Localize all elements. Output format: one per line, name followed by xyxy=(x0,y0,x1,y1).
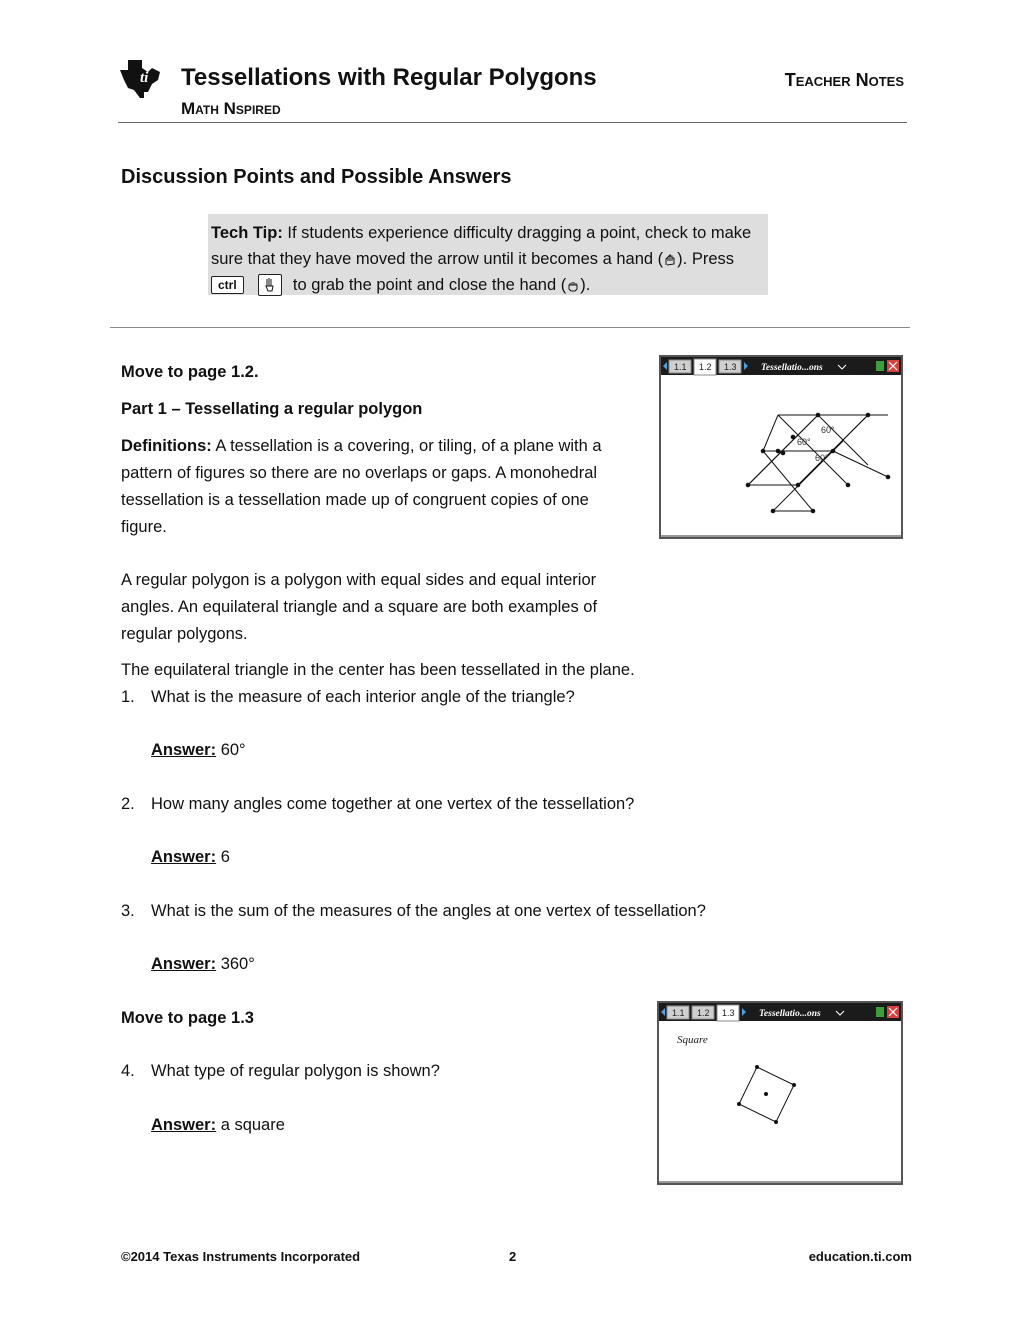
tech-tip-text-4: ). xyxy=(580,276,591,294)
answer-label: Answer: xyxy=(151,848,217,866)
question-number: 3. xyxy=(121,902,135,920)
tessellation-point xyxy=(831,449,835,453)
tessellation-point xyxy=(791,435,795,439)
calculator-screenshot-page-1-3 xyxy=(657,1001,903,1185)
touchpad-click-key xyxy=(258,274,282,296)
definitions-label: Definitions: xyxy=(121,437,212,455)
definitions-text: A tessellation is a covering, or tiling, of a plane with a pattern of figures so there are no overlaps or gaps. A monohedral tessellation is a tessellation made up of congruent copies of one figure. xyxy=(121,437,602,536)
section-divider xyxy=(110,327,910,328)
angle-label: 60° xyxy=(821,425,835,435)
battery-icon xyxy=(876,361,884,371)
tech-tip-text-3: to grab the point and close the hand ( xyxy=(288,276,567,294)
tab-label: 1.1 xyxy=(674,362,687,372)
tessellation-point xyxy=(771,509,775,513)
answer-4 xyxy=(151,1112,285,1139)
tab-label: 1.2 xyxy=(697,1008,710,1018)
tessellation-point xyxy=(796,483,800,487)
series-label: Math Nspired xyxy=(181,99,281,118)
question-2 xyxy=(121,791,634,818)
angle-label: 60° xyxy=(815,453,829,463)
tech-tip-text-2: ). Press xyxy=(677,250,735,268)
tab-label: 1.3 xyxy=(724,362,737,372)
answer-text: 6 xyxy=(216,848,230,866)
answer-text: 60° xyxy=(216,741,246,759)
tessellation-point xyxy=(781,451,785,455)
definitions-paragraph xyxy=(121,433,621,541)
question-text: What is the sum of the measures of the angles at one vertex of tessellation? xyxy=(151,902,706,920)
answer-3 xyxy=(151,951,255,978)
question-number: 1. xyxy=(121,688,135,706)
move-to-page-1-3: Move to page 1.3 xyxy=(121,1009,254,1027)
footer-website: education.ti.com xyxy=(808,1249,912,1264)
tessellation-point xyxy=(866,413,870,417)
header-divider xyxy=(118,122,907,123)
answer-label: Answer: xyxy=(151,955,217,973)
question-number: 2. xyxy=(121,795,135,813)
tessellation-point xyxy=(746,483,750,487)
tessellation-point xyxy=(816,413,820,417)
closed-hand-icon xyxy=(566,279,580,293)
section-heading: Discussion Points and Possible Answers xyxy=(121,166,512,188)
teacher-notes-label: Teacher Notes xyxy=(784,70,904,90)
question-text: What is the measure of each interior angle of the triangle? xyxy=(151,688,575,706)
tab-label: 1.2 xyxy=(699,362,712,372)
tab-label: 1.1 xyxy=(672,1008,685,1018)
footer-copyright: ©2014 Texas Instruments Incorporated xyxy=(121,1249,361,1264)
regular-polygon-paragraph: A regular polygon is a polygon with equal sides and equal interior angles. An equilateral triangle and a square are both examples of regular polygons. xyxy=(121,571,598,643)
document-name: Tessellatio...ons xyxy=(759,1009,821,1019)
tessellation-edge xyxy=(763,415,778,451)
tech-tip-label: Tech Tip: xyxy=(211,224,283,242)
tessellation-point xyxy=(761,449,765,453)
document-name: Tessellatio...ons xyxy=(761,363,823,373)
square-center-point xyxy=(764,1092,768,1096)
tech-tip-box xyxy=(208,214,768,295)
square-label: Square xyxy=(677,1034,708,1046)
calculator-screenshot-page-1-2 xyxy=(659,355,903,539)
tessellation-point xyxy=(811,509,815,513)
question-3 xyxy=(121,898,706,925)
svg-text:ti: ti xyxy=(140,70,149,86)
tessellation-edge xyxy=(763,451,813,511)
question-4 xyxy=(121,1058,440,1085)
ctrl-key: ctrl xyxy=(211,276,244,294)
answer-text: 360° xyxy=(216,955,255,973)
part-1-heading: Part 1 – Tessellating a regular polygon xyxy=(121,400,423,418)
tab-label: 1.3 xyxy=(722,1008,735,1018)
center-triangle-text: The equilateral triangle in the center has been tessellated in the plane. xyxy=(121,661,635,679)
open-hand-icon xyxy=(663,253,677,267)
tech-tip-text-1: If students experience difficulty dragging a point, check to make sure that they have moved the arrow until it becomes a hand ( xyxy=(211,224,752,268)
tessellation-point xyxy=(846,483,850,487)
move-to-page-1-2: Move to page 1.2. xyxy=(121,363,259,381)
document-title: Tessellations with Regular Polygons xyxy=(181,64,597,91)
angle-label: 60° xyxy=(797,437,811,447)
tessellation-point xyxy=(886,475,890,479)
question-text: How many angles come together at one vertex of the tessellation? xyxy=(151,795,635,813)
answer-label: Answer: xyxy=(151,1116,217,1134)
question-text: What type of regular polygon is shown? xyxy=(151,1062,440,1080)
tessellation-figure xyxy=(661,357,901,537)
answer-1 xyxy=(151,737,246,764)
tessellation-point xyxy=(776,449,780,453)
square-figure xyxy=(659,1003,901,1183)
answer-label: Answer: xyxy=(151,741,217,759)
tessellation-edge xyxy=(833,451,888,477)
triangle-tessellation xyxy=(746,413,890,513)
answer-text: a square xyxy=(216,1116,285,1134)
answer-2 xyxy=(151,844,230,871)
question-1 xyxy=(121,684,575,711)
square-vertices xyxy=(737,1065,796,1124)
footer-page-number: 2 xyxy=(509,1249,517,1264)
tessellation-edge xyxy=(778,415,848,485)
battery-icon xyxy=(876,1007,884,1017)
ti-logo xyxy=(118,58,162,100)
question-number: 4. xyxy=(121,1062,135,1080)
